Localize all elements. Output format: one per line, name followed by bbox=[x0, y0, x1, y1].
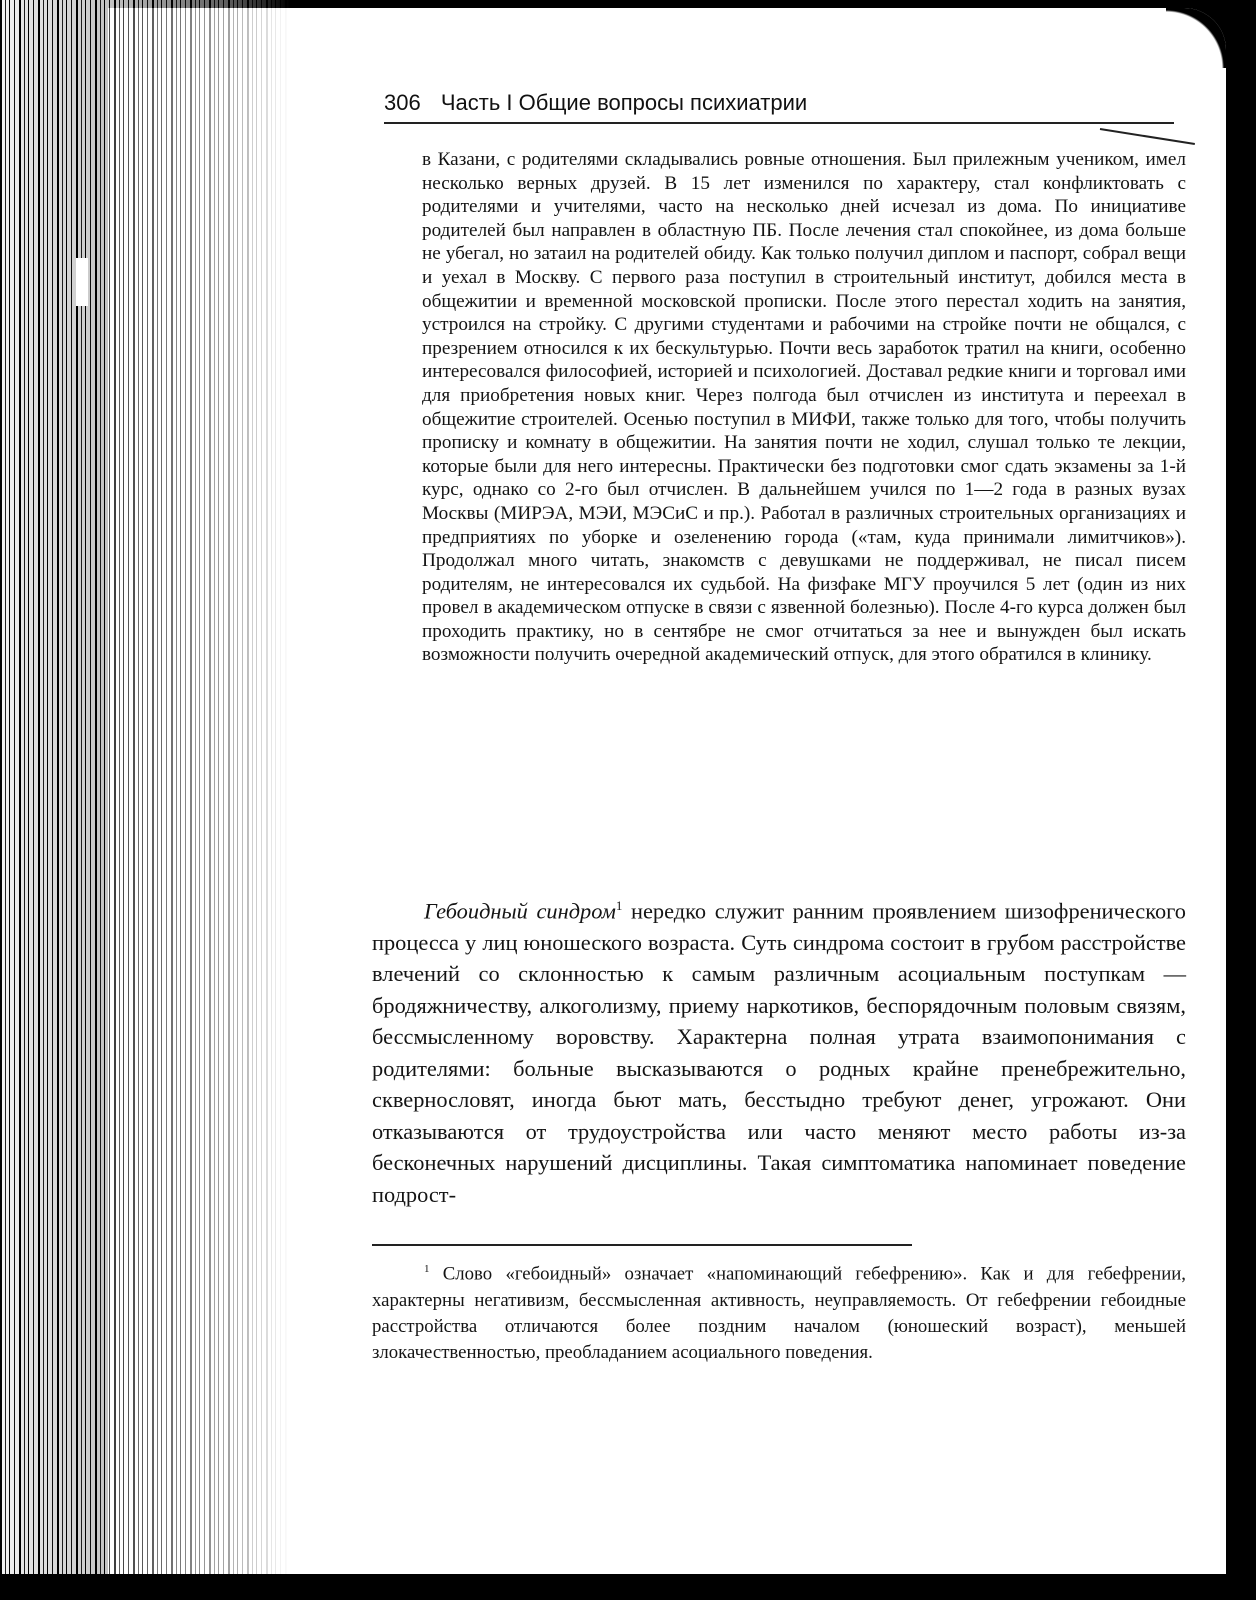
syndrome-paragraph bbox=[372, 890, 1186, 1210]
footnote-rule bbox=[372, 1244, 912, 1246]
case-history-paragraph: в Казани, с родителями складывались ровные отношения. Был прилежным учеником, имел несколько верных друзей. В 15 лет изменился по характеру, стал конфликтовать с родителями и учителями, часто на несколько дней исчезал из дома. По инициативе родителей был направлен в областную ПБ. После лечения стал спокойнее, из дома больше не убегал, но затаил на родителей обиду. Как только получил диплом и паспорт, собрал вещи и уехал в Москву. С первого раза поступил в строительный институт, добился места в общежитии и временной московской прописки. После этого перестал ходить на занятия, устроился на стройку. С другими студентами и рабочими на стройке почти не общался, с презрением относился к их бескультурью. Почти весь заработок тратил на книги, особенно интересовался философией, историей и психологией. Доставал редкие книги и торговал ими для приобретения новых книг. Через полгода был отчислен из института и переехал в общежитие строителей. Осенью поступил в МИФИ, также только для того, чтобы получить прописку и комнату в общежитии. На занятия почти не ходил, слушал только те лекции, которые были для него интересны. Практически без подготовки смог сдать экзамены за 1-й курс, однако со 2-го был отчислен. В дальнейшем учился по 1—2 года в разных вузах Москвы (МИРЭА, МЭИ, МЭСиС и пр.). Работал в различных строительных организациях и предприятиях по уборке и озеленению города («там, куда принимали лимитчиков»). Продолжал много читать, знакомств с девушками не поддерживал, не писал писем родителям, не интересовался их судьбой. На физфаке МГУ проучился 5 лет (один из них провел в академическом отпуске в связи с язвенной болезнью). После 4-го курса должен был проходить практику, но в сентябре не смог отчитаться за нее и вынужден был искать возможности получить очередной академический отпуск, для этого обратился в клинику. bbox=[422, 149, 1186, 666]
page-curl-shadow bbox=[1166, 8, 1226, 68]
page-number: 306 bbox=[384, 90, 421, 115]
section-title: Часть I Общие вопросы психиатрии bbox=[440, 90, 808, 115]
page-edges-stack bbox=[0, 0, 290, 1600]
footnote-text: Слово «гебоидный» означает «напоминающий гебефрению». Как и для гебефрении, характерны негативизм, бессмысленная активность, неуправляемость. От гебефрении гебоидные расстройства отличаются более поздним началом (юношеский возраст), меньшей злокачественностью, преобладанием асоциального поведения. bbox=[372, 1263, 1186, 1364]
edge-bookmark-mark bbox=[76, 258, 88, 306]
footnote bbox=[372, 1256, 1186, 1367]
running-head-rule bbox=[384, 122, 1174, 124]
footnote-marker: 1 bbox=[424, 1263, 430, 1275]
syndrome-paragraph-text: нередко служит ранним проявлением шизофренического процесса у лиц юношеского возраста. Суть синдрома состоит в грубом расстройстве влечений со склонностью к самым различным асоциальным поступкам — бродяжничеству, алкоголизму, приему наркотиков, беспорядочным половым связям, бессмысленному воровству. Характерна полная утрата взаимопонимания с родителями: больные высказываются о родных крайне пренебрежительно, сквернословят, иногда бьют мать, бесстыдно требуют денег, угрожают. Они отказываются от трудоустройства или часто меняют место работы из-за бесконечных нарушений дисциплины. Такая симптоматика напоминает поведение подрост- bbox=[372, 898, 1186, 1207]
footnote-reference: 1 bbox=[615, 898, 623, 913]
running-head bbox=[384, 90, 1194, 120]
syndrome-term: Гебоидный синдром bbox=[424, 898, 616, 924]
scan-bottom-border bbox=[0, 1574, 1256, 1600]
